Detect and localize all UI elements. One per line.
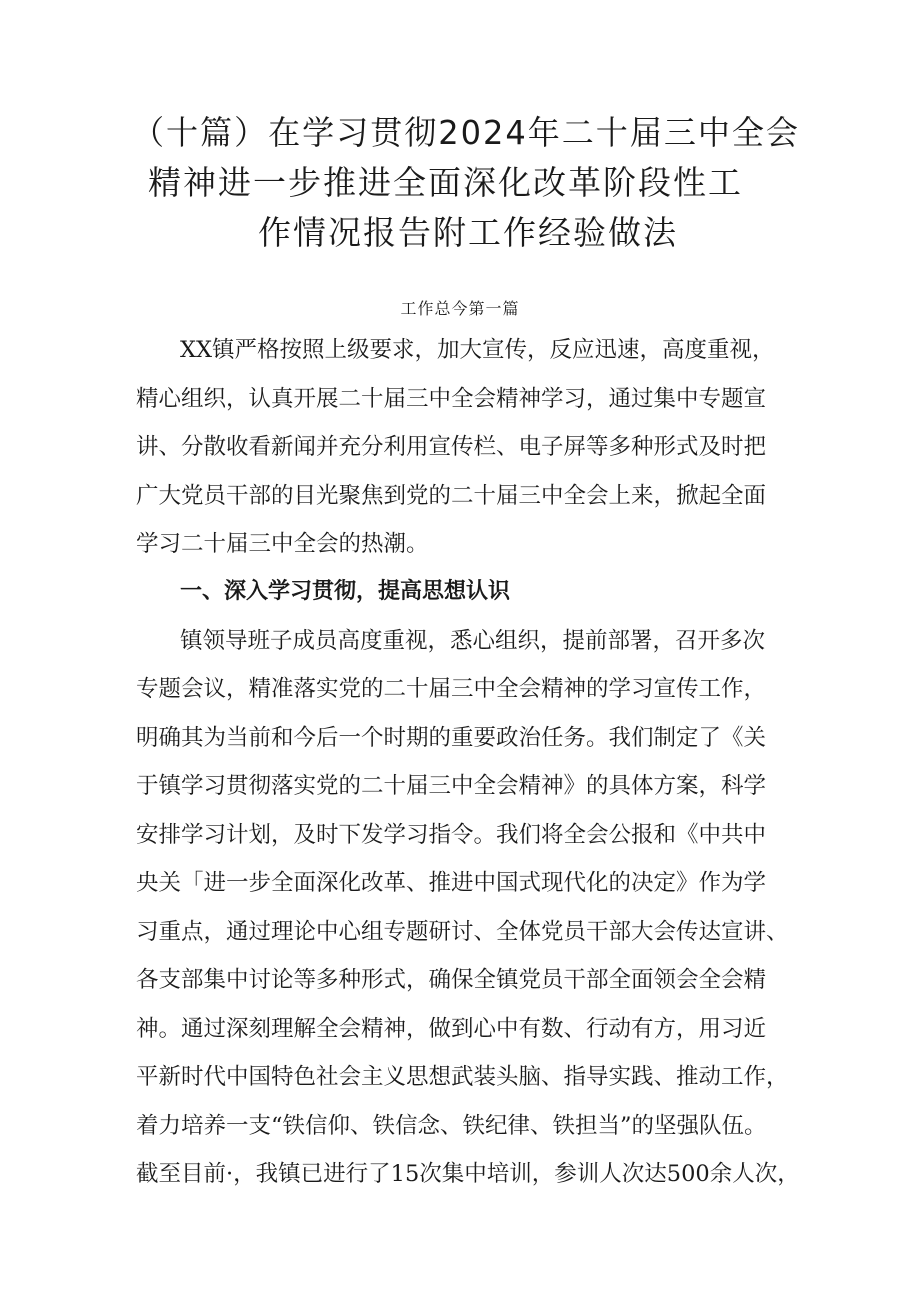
body-line: 央关「进一步全面深化改革、推进中国式现代化的决定》作为学 xyxy=(136,870,767,896)
document-subtitle: 工作总今第一篇 xyxy=(400,299,520,318)
body-line: 截至目前·，我镇已进行了15次集中培训，参训人次达500余人次， xyxy=(136,1161,800,1187)
body-line: XX镇严格按照上级要求，加大宣传，反应迅速，高度重视， xyxy=(180,337,775,363)
document-title-line-1: （十篇）在学习贯彻2024年二十届三中全会 xyxy=(132,113,800,152)
document-title-line-2: 精神进一步推进全面深化改革阶段性工 xyxy=(148,163,743,202)
body-line: 神。通过深刻理解全会精神，做到心中有数、行动有方，用习近 xyxy=(136,1016,767,1042)
body-line: 学习二十届三中全会的热潮。 xyxy=(136,531,429,557)
body-line: 于镇学习贯彻落实党的二十届三中全会精神》的具体方案，科学 xyxy=(136,773,767,799)
body-line: 专题会议，精准落实党的二十届三中全会精神的学习宣传工作， xyxy=(136,676,767,702)
body-line: 安排学习计划，及时下发学习指令。我们将全会公报和《中共中 xyxy=(136,822,767,848)
body-line: 广大党员干部的目光聚焦到党的二十届三中全会上来，掀起全面 xyxy=(136,483,767,509)
section-heading: 一、深入学习贯彻，提高思想认识 xyxy=(180,579,511,604)
body-line: 平新时代中国特色社会主义思想武装头脑、指导实践、推动工作， xyxy=(136,1064,789,1090)
body-line: 镇领导班子成员高度重视，悉心组织，提前部署，召开多次 xyxy=(180,628,766,654)
body-line: 明确其为当前和今后一个时期的重要政治任务。我们制定了《关 xyxy=(136,725,767,751)
body-line: 讲、分散收看新闻并充分利用宣传栏、电子屏等多种形式及时把 xyxy=(136,434,767,460)
document-title-line-3: 作情况报告附工作经验做法 xyxy=(258,213,678,252)
body-line: 精心组织，认真开展二十届三中全会精神学习，通过集中专题宣 xyxy=(136,386,767,412)
body-line: 各支部集中讨论等多种形式，确保全镇党员干部全面领会全会精 xyxy=(136,967,767,993)
body-line: 习重点，通过理论中心组专题研讨、全体党员干部大会传达宣讲、 xyxy=(136,919,789,945)
body-line: 着力培养一支“铁信仰、铁信念、铁纪律、铁担当”的坚强队伍。 xyxy=(136,1113,767,1139)
